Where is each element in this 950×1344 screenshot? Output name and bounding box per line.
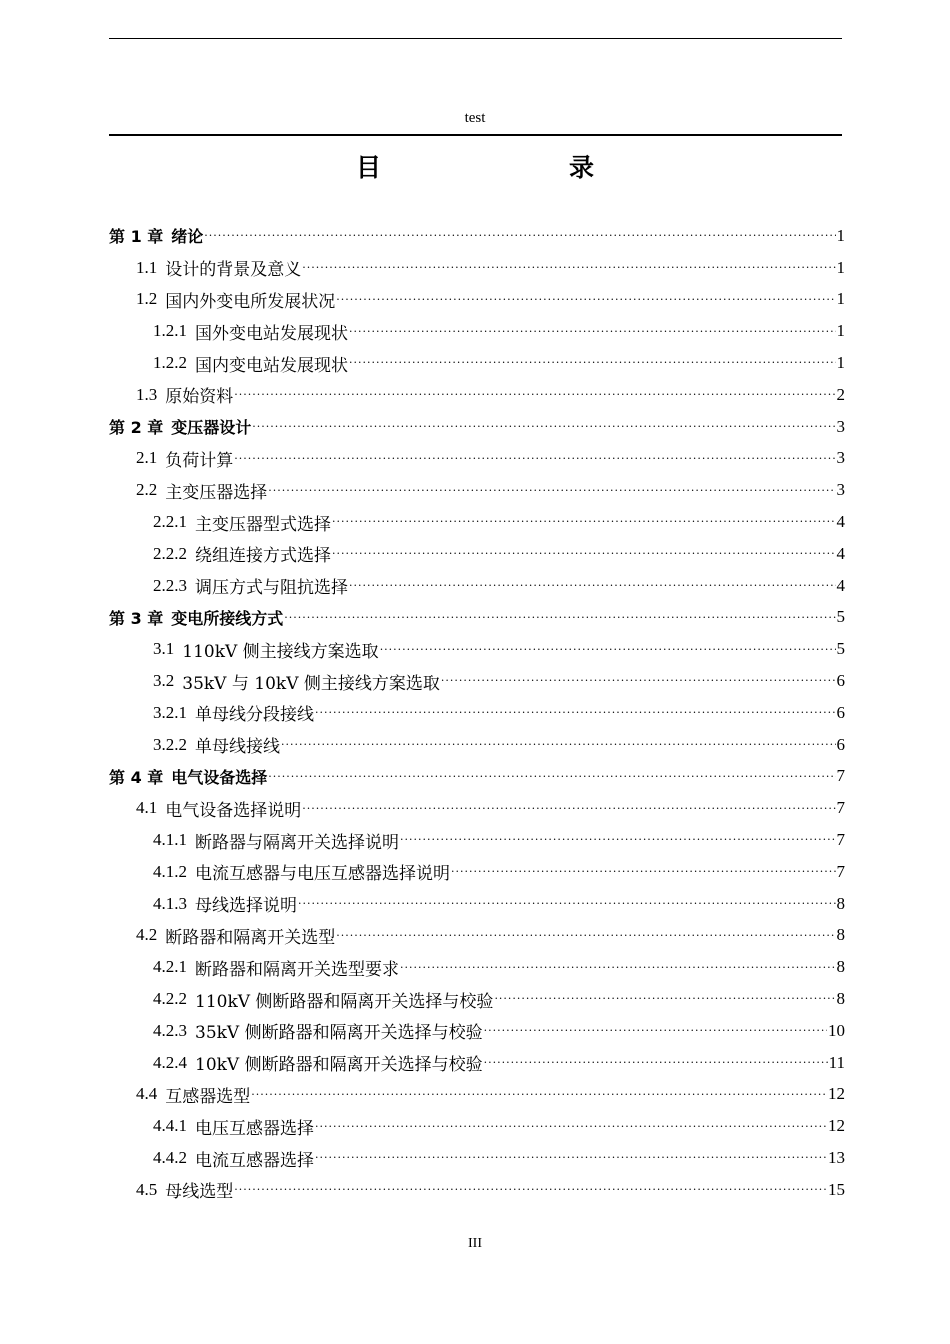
top-rule (109, 38, 842, 39)
toc-entry-page: 8 (836, 893, 845, 913)
toc-section-entry[interactable] (109, 633, 845, 665)
toc-section-entry[interactable] (109, 1015, 845, 1047)
header-rule (109, 134, 842, 136)
toc-section-entry[interactable] (109, 443, 845, 475)
toc-entry-page: 5 (836, 607, 845, 627)
toc-entry-page: 3 (836, 480, 845, 500)
toc-entry-number: 1.2.2 (153, 353, 187, 373)
toc-dot-leader (302, 261, 835, 274)
toc-entry-number: 4.2.2 (153, 989, 187, 1009)
toc-title: 目 录 (355, 153, 640, 182)
toc-section-entry[interactable] (109, 538, 845, 570)
toc-dot-leader (268, 484, 835, 497)
toc-entry-page: 7 (836, 830, 845, 850)
toc-entry-page: 3 (836, 416, 845, 436)
toc-entry-page: 10 (828, 1020, 845, 1040)
toc-dot-leader (400, 961, 836, 974)
toc-entry-page: 6 (836, 734, 845, 754)
toc-entry-number: 3.2.2 (153, 734, 187, 754)
toc-section-entry[interactable] (109, 284, 845, 316)
toc-entry-page: 13 (828, 1148, 845, 1167)
toc-entry-title: 互感器选型 (165, 1086, 251, 1107)
toc-section-entry[interactable] (109, 792, 845, 824)
toc-entry-number: 1.2 (136, 289, 158, 309)
toc-dot-leader (251, 1088, 827, 1101)
page-number: III (468, 1236, 482, 1251)
toc-entry-number: 4.5 (136, 1179, 158, 1199)
toc-entry-number: 3.1 (153, 639, 175, 659)
toc-entry-title: 国内外变电所发展状况 (165, 291, 336, 312)
toc-section-entry[interactable] (109, 570, 845, 602)
toc-dot-leader (315, 706, 836, 719)
toc-chapter-entry[interactable] (109, 602, 845, 634)
toc-entry-title: 国内变电站发展现状 (195, 355, 348, 376)
toc-entry-page: 1 (836, 321, 845, 341)
toc-entry-number: 3.2.1 (153, 702, 187, 722)
toc-entry-page: 1 (836, 257, 845, 277)
toc-entry-title: 变压器设计 (171, 418, 252, 438)
toc-entry-title: 原始资料 (165, 387, 234, 408)
toc-dot-leader (204, 229, 835, 242)
toc-dot-leader (315, 1120, 827, 1133)
toc-entry-title: 电流互感器与电压互感器选择说明 (195, 864, 450, 885)
toc-entry-number: 第 2 章 (109, 418, 164, 438)
toc-entry-page: 4 (836, 543, 845, 563)
toc-entry-number: 2.2.2 (153, 543, 187, 563)
table-of-contents (109, 220, 845, 1206)
toc-dot-leader (484, 1024, 827, 1037)
toc-entry-number: 4.1.1 (153, 830, 187, 850)
toc-dot-leader (332, 515, 836, 528)
toc-section-entry[interactable] (109, 729, 845, 761)
toc-dot-leader (234, 388, 835, 401)
toc-entry-number: 4.2.1 (153, 957, 187, 977)
toc-entry-number: 4.2.3 (153, 1020, 187, 1040)
toc-entry-page: 8 (836, 957, 845, 977)
toc-dot-leader (484, 1056, 828, 1069)
toc-chapter-entry[interactable] (109, 761, 845, 793)
toc-entry-number: 第 1 章 (109, 227, 164, 247)
toc-entry-title: 变电所接线方式 (171, 608, 284, 628)
toc-entry-page: 4 (836, 575, 845, 595)
toc-entry-page: 6 (836, 671, 845, 691)
toc-entry-title: 10kV 侧断路器和隔离开关选择与校验 (195, 1055, 483, 1076)
toc-entry-page: 6 (836, 702, 845, 722)
toc-entry-number: 2.2 (136, 480, 158, 500)
toc-section-entry[interactable] (109, 856, 845, 888)
toc-chapter-entry[interactable] (109, 411, 845, 443)
toc-entry-title: 主变压器选择 (165, 482, 268, 503)
toc-entry-page: 2 (836, 384, 845, 404)
toc-entry-page: 11 (828, 1052, 845, 1072)
toc-entry-title: 35kV 与 10kV 侧主接线方案选取 (182, 673, 440, 694)
toc-dot-leader (349, 356, 836, 369)
toc-section-entry[interactable] (109, 824, 845, 856)
toc-section-entry[interactable] (109, 252, 845, 284)
toc-entry-number: 4.4.2 (153, 1148, 187, 1167)
toc-entry-title: 断路器与隔离开关选择说明 (195, 832, 399, 853)
toc-entry-title: 单母线分段接线 (195, 705, 314, 726)
toc-entry-page: 7 (836, 766, 845, 786)
toc-section-entry[interactable] (109, 951, 845, 983)
toc-dot-leader (441, 674, 836, 687)
toc-entry-number: 第 3 章 (109, 608, 164, 628)
toc-dot-leader (451, 865, 836, 878)
toc-entry-title: 电流互感器选择 (195, 1150, 314, 1171)
toc-entry-title: 设计的背景及意义 (165, 260, 302, 281)
toc-entry-title: 母线选择说明 (195, 896, 297, 917)
toc-section-entry[interactable] (109, 315, 845, 347)
toc-section-entry[interactable] (109, 920, 845, 952)
toc-dot-leader (252, 420, 835, 433)
toc-entry-title: 国外变电站发展现状 (195, 323, 348, 344)
toc-dot-leader (234, 1183, 827, 1196)
toc-section-entry[interactable] (109, 665, 845, 697)
toc-entry-number: 4.1.3 (153, 893, 187, 913)
toc-dot-leader (336, 929, 835, 942)
toc-section-entry[interactable] (109, 983, 845, 1015)
toc-entry-page: 1 (836, 353, 845, 373)
toc-entry-title: 断路器和隔离开关选型 (165, 927, 336, 948)
toc-entry-title: 母线选型 (165, 1182, 234, 1203)
toc-section-entry[interactable] (109, 888, 845, 920)
toc-entry-number: 2.2.1 (153, 512, 187, 532)
toc-entry-title: 电压互感器选择 (195, 1118, 314, 1139)
toc-entry-page: 12 (828, 1084, 845, 1104)
toc-dot-leader (315, 1151, 827, 1164)
toc-dot-leader (281, 738, 836, 751)
toc-section-entry[interactable] (109, 347, 845, 379)
toc-entry-page: 8 (836, 989, 845, 1009)
running-header: test (464, 110, 486, 126)
toc-entry-number: 4.4 (136, 1084, 158, 1104)
toc-entry-number: 4.2.4 (153, 1052, 187, 1072)
toc-dot-leader (234, 452, 835, 465)
toc-entry-title: 35kV 侧断路器和隔离开关选择与校验 (195, 1023, 483, 1044)
toc-entry-title: 电气设备选择 (171, 767, 268, 787)
toc-entry-title: 调压方式与阻抗选择 (195, 578, 348, 599)
toc-dot-leader (284, 611, 835, 624)
toc-entry-page: 8 (836, 925, 845, 945)
toc-section-entry[interactable] (109, 1079, 845, 1111)
toc-entry-title: 绪论 (171, 227, 204, 247)
toc-entry-number: 2.1 (136, 448, 158, 468)
toc-dot-leader (494, 992, 835, 1005)
toc-entry-title: 电气设备选择说明 (165, 800, 302, 821)
toc-entry-number: 1.1 (136, 257, 158, 277)
toc-section-entry[interactable] (109, 1142, 845, 1174)
toc-section-entry[interactable] (109, 506, 845, 538)
toc-entry-title: 主变压器型式选择 (195, 514, 331, 535)
toc-section-entry[interactable] (109, 379, 845, 411)
toc-entry-title: 负荷计算 (165, 450, 234, 471)
toc-entry-title: 110kV 侧主接线方案选取 (182, 641, 379, 662)
toc-entry-number: 3.2 (153, 671, 175, 691)
toc-dot-leader (349, 325, 836, 338)
toc-dot-leader (400, 833, 836, 846)
toc-entry-number: 1.2.1 (153, 321, 187, 341)
toc-entry-page: 4 (836, 512, 845, 532)
toc-dot-leader (380, 643, 836, 656)
toc-dot-leader (302, 802, 835, 815)
toc-dot-leader (349, 579, 836, 592)
toc-entry-page: 7 (836, 861, 845, 881)
toc-entry-page: 1 (836, 289, 845, 309)
toc-entry-title: 单母线接线 (195, 737, 280, 758)
toc-section-entry[interactable] (109, 474, 845, 506)
toc-dot-leader (332, 547, 836, 560)
toc-entry-number: 4.1.2 (153, 861, 187, 881)
toc-entry-title: 绕组连接方式选择 (195, 546, 331, 567)
toc-entry-number: 第 4 章 (109, 767, 164, 787)
toc-entry-number: 1.3 (136, 384, 158, 404)
toc-entry-title: 110kV 侧断路器和隔离开关选择与校验 (195, 991, 494, 1012)
toc-section-entry[interactable] (109, 1174, 845, 1206)
toc-entry-page: 1 (836, 225, 845, 245)
toc-dot-leader (336, 293, 835, 306)
toc-section-entry[interactable] (109, 697, 845, 729)
toc-entry-page: 3 (836, 448, 845, 468)
toc-entry-page: 12 (828, 1116, 845, 1136)
toc-dot-leader (268, 770, 835, 783)
toc-entry-number: 4.4.1 (153, 1116, 187, 1136)
toc-entry-page: 7 (836, 798, 845, 818)
toc-chapter-entry[interactable] (109, 220, 845, 252)
toc-entry-page: 5 (836, 639, 845, 659)
toc-entry-number: 4.2 (136, 925, 158, 945)
toc-dot-leader (298, 897, 836, 910)
toc-entry-number: 2.2.3 (153, 575, 187, 595)
toc-entry-page: 15 (828, 1179, 845, 1199)
toc-entry-number: 4.1 (136, 798, 158, 818)
toc-section-entry[interactable] (109, 1047, 845, 1079)
toc-entry-title: 断路器和隔离开关选型要求 (195, 959, 399, 980)
toc-section-entry[interactable] (109, 1110, 845, 1142)
